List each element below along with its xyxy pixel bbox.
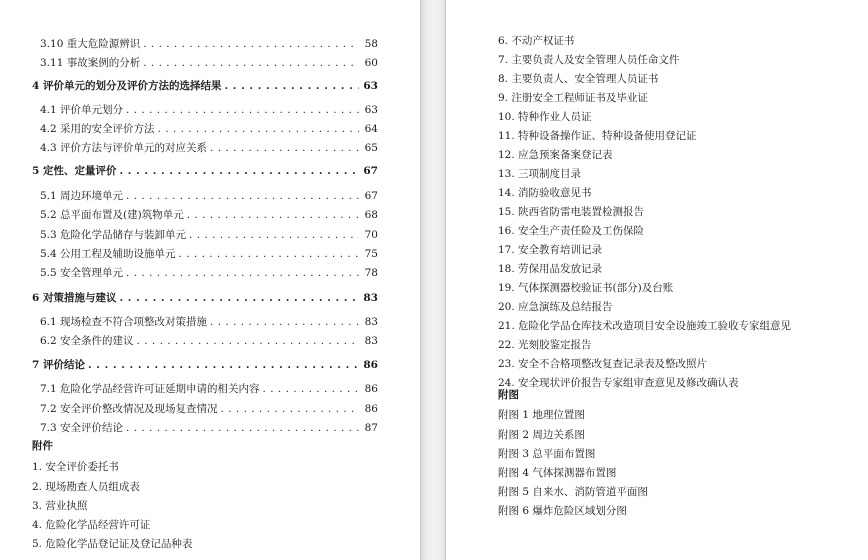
toc-entry-title: 5.5 安全管理单元 (40, 267, 124, 279)
toc-entry-title: 5.2 总平面布置及(建)筑物单元 (40, 209, 184, 221)
dot-leader (187, 206, 359, 225)
appendix-item: 2. 现场勘查人员组成表 (32, 481, 140, 493)
toc-page-number: 58 (364, 38, 378, 50)
toc-entry-title: 7.3 安全评价结论 (40, 422, 124, 434)
toc-entry (40, 226, 378, 245)
dot-leader (143, 54, 359, 73)
toc-entry-title: 4.1 评价单元划分 (40, 104, 124, 116)
toc-page-number: 64 (364, 123, 378, 135)
figure-item: 附图 4 气体探测器布置图 (498, 467, 617, 479)
figure-item: 附图 3 总平面布置图 (498, 448, 596, 460)
toc-page-number: 67 (364, 190, 378, 202)
toc-entry (40, 264, 378, 283)
dot-leader (126, 187, 359, 206)
appendix-item: 4. 危险化学品经营许可证 (32, 519, 151, 531)
toc-page-number: 86 (364, 383, 378, 395)
appendix-item: 3. 营业执照 (32, 500, 88, 512)
appendix-item: 9. 注册安全工程师证书及毕业证 (498, 92, 648, 104)
toc-entry-title: 4.3 评价方法与评价单元的对应关系 (40, 142, 208, 154)
toc-entry (40, 35, 378, 54)
toc-entry-title: 7.1 危险化学品经营许可证延期申请的相关内容 (40, 383, 260, 395)
dot-leader (189, 226, 359, 245)
toc-entry (40, 245, 378, 264)
toc-entry-title: 6 对策措施与建议 (32, 292, 117, 304)
appendix-item: 24. 安全现状评价报告专家组审查意见及修改确认表 (498, 377, 739, 389)
document-page-left (0, 0, 420, 560)
dot-leader (126, 264, 359, 283)
dot-leader (221, 400, 359, 419)
toc-page-number: 60 (364, 57, 378, 69)
appendix-item: 13. 三项制度目录 (498, 168, 582, 180)
toc-entry (40, 120, 378, 139)
appendix-item: 5. 危险化学品登记证及登记品种表 (32, 538, 193, 550)
toc-page-number: 86 (364, 403, 378, 415)
toc-chapter-entry (32, 77, 378, 96)
toc-entry (40, 139, 378, 158)
toc-entry (40, 380, 378, 399)
figure-item: 附图 5 自来水、消防管道平面图 (498, 486, 648, 498)
appendix-item: 16. 安全生产责任险及工伤保险 (498, 225, 645, 237)
appendix-item: 22. 光刻胶鉴定报告 (498, 339, 592, 351)
toc-page-number: 83 (364, 335, 378, 347)
toc-page-number: 63 (364, 104, 378, 116)
toc-entry-title: 5.1 周边环境单元 (40, 190, 124, 202)
appendix-item: 15. 陕西省防雷电装置检测报告 (498, 206, 645, 218)
toc-page-number: 65 (364, 142, 378, 154)
appendix-item: 19. 气体探测器校验证书(部分)及台账 (498, 282, 674, 294)
figure-item: 附图 2 周边关系图 (498, 429, 585, 441)
appendix-item: 20. 应急演练及总结报告 (498, 301, 613, 313)
toc-page-number: 70 (364, 229, 378, 241)
dot-leader (126, 419, 359, 438)
dot-leader (179, 245, 359, 264)
toc-chapter-entry (32, 162, 378, 181)
figures-heading: 附图 (498, 389, 519, 401)
appendix-item: 17. 安全教育培训记录 (498, 244, 603, 256)
appendix-item: 21. 危险化学品仓库技术改造项目安全设施竣工验收专家组意见 (498, 320, 792, 332)
page-gutter (420, 0, 446, 560)
toc-entry-title: 4.2 采用的安全评价方法 (40, 123, 155, 135)
toc-entry (40, 206, 378, 225)
dot-leader (210, 313, 359, 332)
toc-page-number: 78 (364, 267, 378, 279)
dot-leader (137, 332, 359, 351)
toc-page-number: 75 (364, 248, 378, 260)
appendix-item: 14. 消防验收意见书 (498, 187, 592, 199)
toc-entry-title: 4 评价单元的划分及评价方法的选择结果 (32, 80, 222, 92)
toc-entry (40, 419, 378, 438)
toc-entry-title: 7 评价结论 (32, 359, 85, 371)
dot-leader (126, 101, 359, 120)
toc-entry-title: 6.2 安全条件的建议 (40, 335, 134, 347)
toc-entry (40, 54, 378, 73)
toc-entry-title: 6.1 现场检查不符合项整改对策措施 (40, 316, 208, 328)
appendix-item: 12. 应急预案备案登记表 (498, 149, 613, 161)
toc-entry (40, 332, 378, 351)
dot-leader (88, 356, 359, 375)
dot-leader (224, 77, 359, 96)
figure-item: 附图 6 爆炸危险区域划分图 (498, 505, 627, 517)
toc-page-number: 68 (364, 209, 378, 221)
appendix-item: 1. 安全评价委托书 (32, 461, 119, 473)
appendix-item: 10. 特种作业人员证 (498, 111, 592, 123)
toc-entry-title: 5.4 公用工程及辅助设施单元 (40, 248, 176, 260)
toc-entry (40, 400, 378, 419)
appendix-item: 8. 主要负责人、安全管理人员证书 (498, 73, 659, 85)
figure-item: 附图 1 地理位置图 (498, 409, 585, 421)
toc-page-number: 67 (363, 165, 378, 177)
toc-page-number: 86 (363, 359, 378, 371)
appendix-heading: 附件 (32, 440, 53, 452)
toc-page-number: 83 (363, 292, 378, 304)
dot-leader (263, 380, 359, 399)
appendix-item: 23. 安全不合格项整改复查记录表及整改照片 (498, 358, 708, 370)
appendix-item: 11. 特种设备操作证、特种设备使用登记证 (498, 130, 697, 142)
appendix-item: 7. 主要负责人及安全管理人员任命文件 (498, 54, 680, 66)
toc-entry-title: 5.3 危险化学品储存与装卸单元 (40, 229, 187, 241)
toc-chapter-entry (32, 356, 378, 375)
toc-entry-title: 3.11 事故案例的分析 (40, 57, 141, 69)
document-page-right (446, 0, 868, 560)
dot-leader (210, 139, 359, 158)
toc-page-number: 87 (364, 422, 378, 434)
toc-page-number: 83 (364, 316, 378, 328)
appendix-item: 6. 不动产权证书 (498, 35, 575, 47)
toc-entry (40, 101, 378, 120)
toc-entry (40, 313, 378, 332)
dot-leader (158, 120, 359, 139)
toc-entry-title: 5 定性、定量评价 (32, 165, 117, 177)
appendix-item: 18. 劳保用品发放记录 (498, 263, 603, 275)
toc-entry-title: 3.10 重大危险源辨识 (40, 38, 141, 50)
dot-leader (143, 35, 359, 54)
dot-leader (119, 289, 359, 308)
toc-entry-title: 7.2 安全评价整改情况及现场复查情况 (40, 403, 218, 415)
toc-page-number: 63 (363, 80, 378, 92)
dot-leader (119, 162, 359, 181)
toc-entry (40, 187, 378, 206)
toc-chapter-entry (32, 289, 378, 308)
